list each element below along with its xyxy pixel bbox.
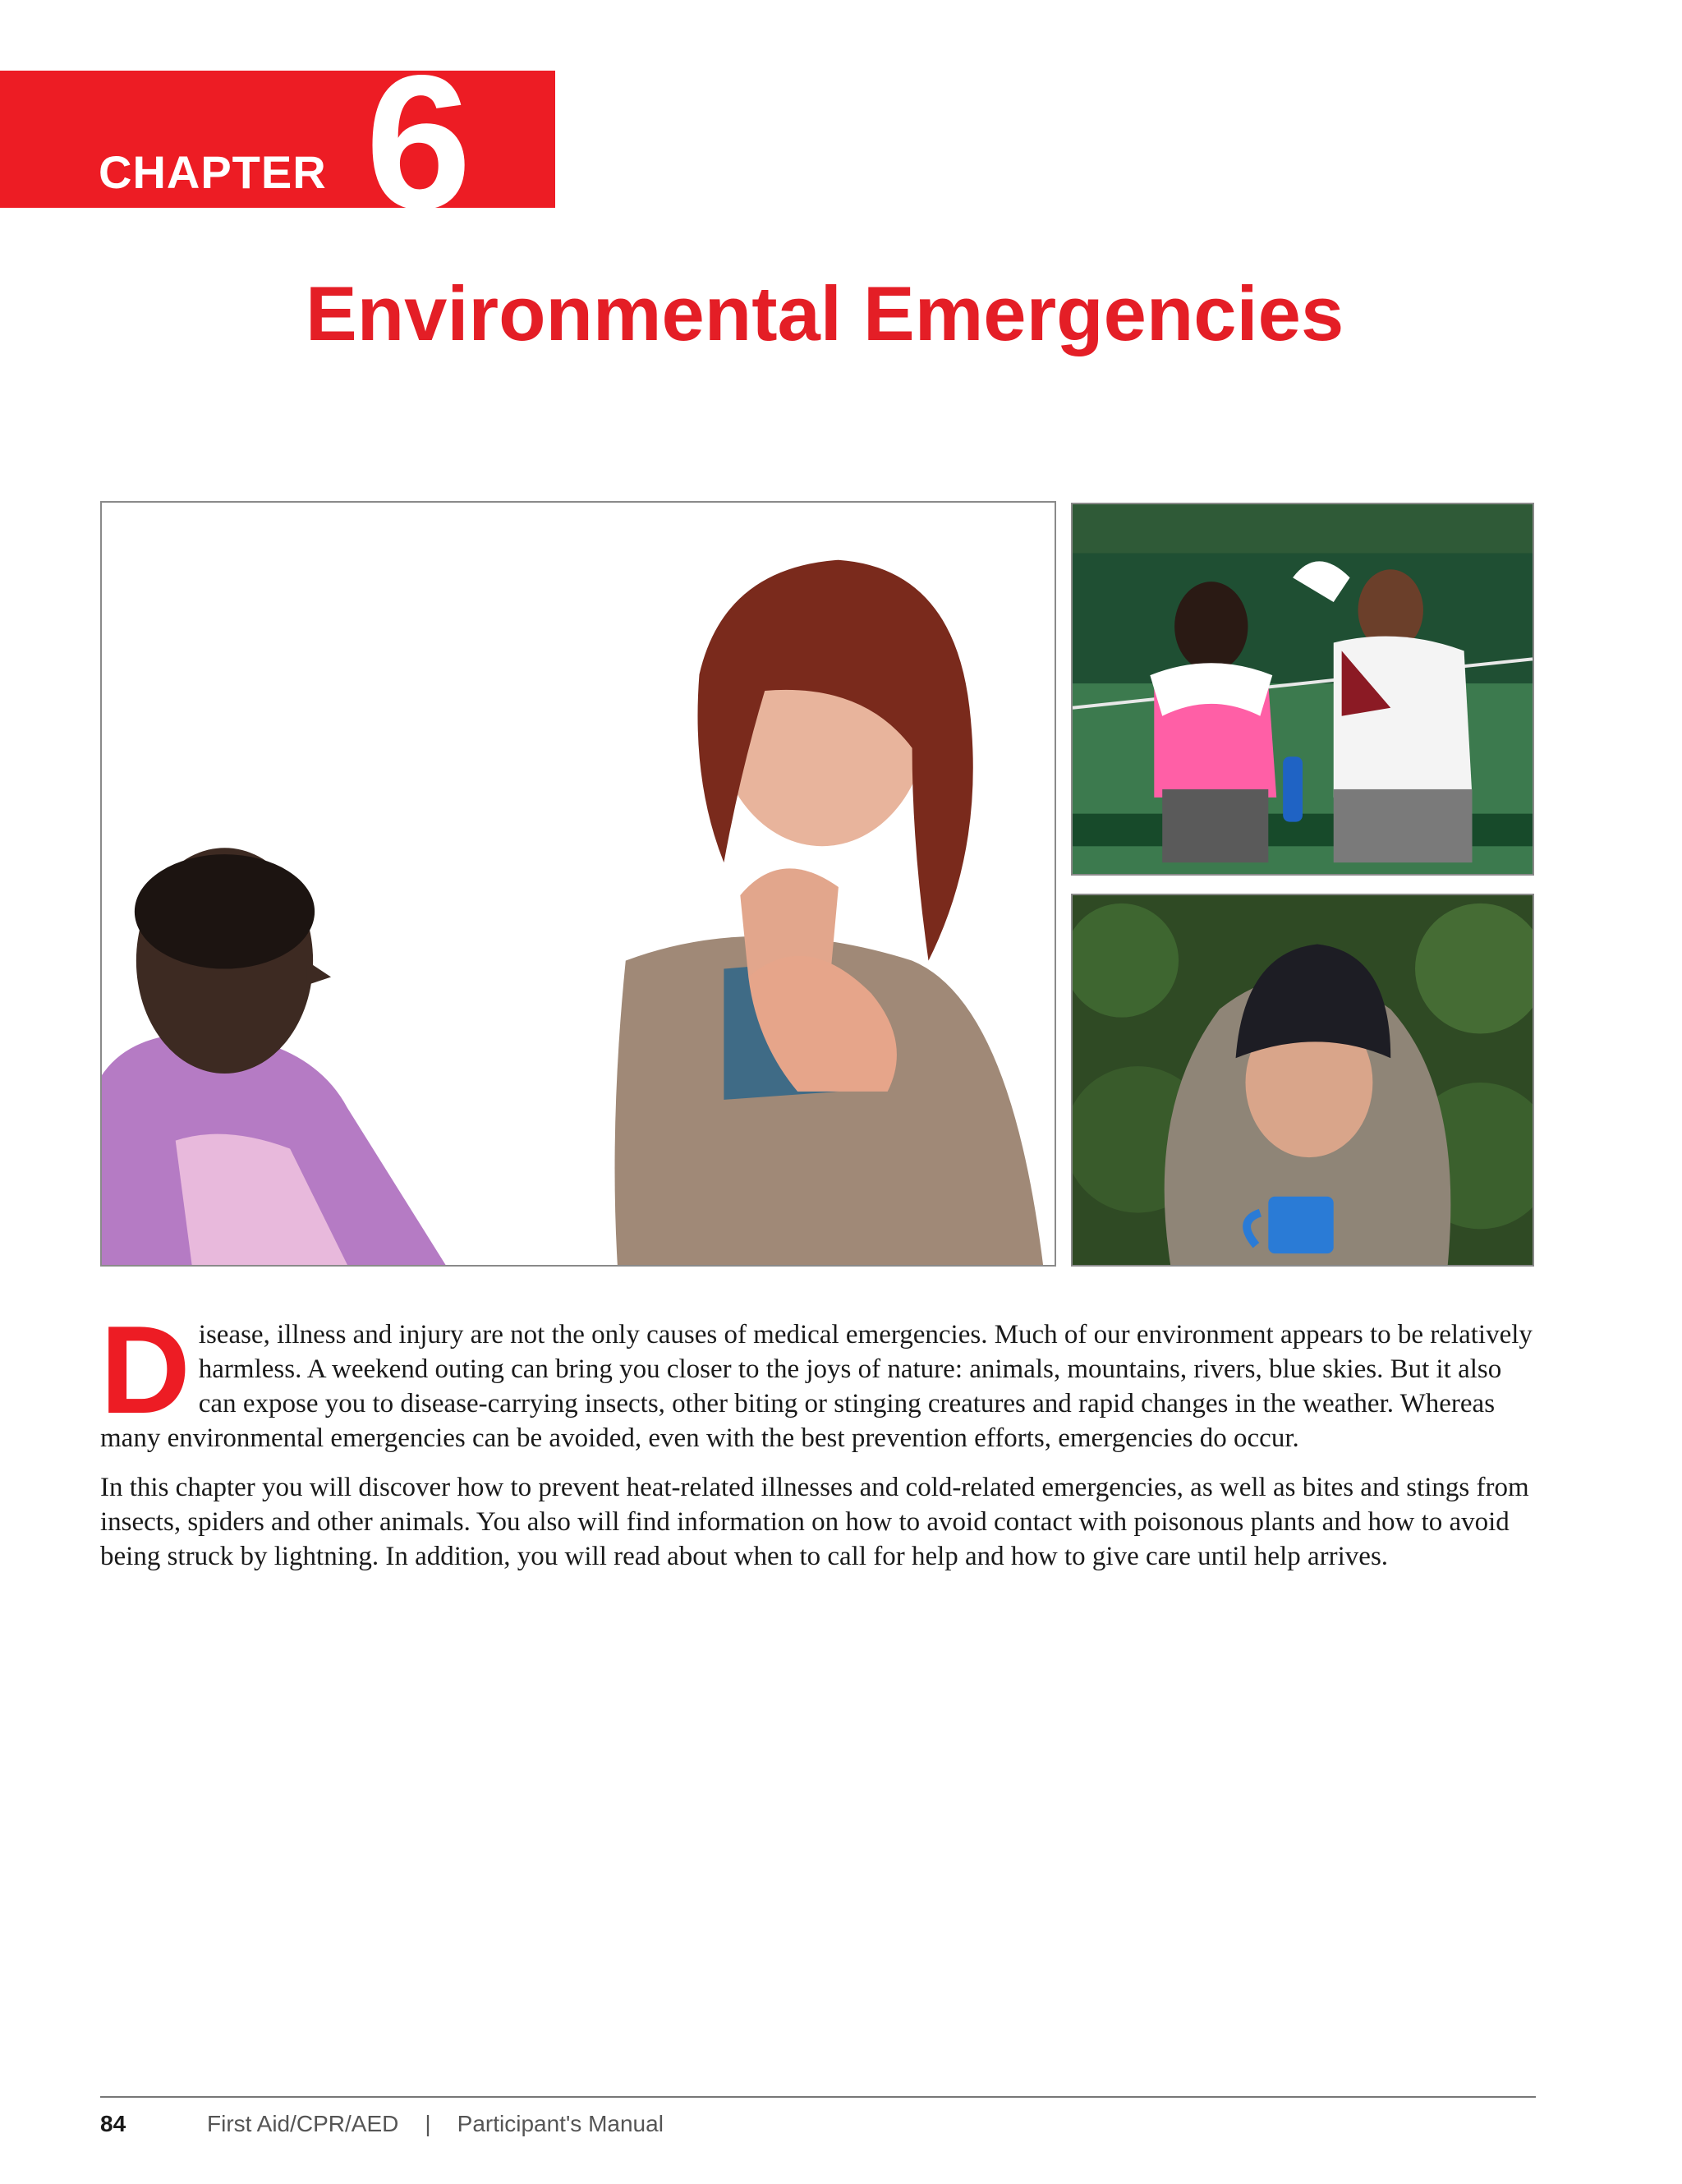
- chapter-intro: [100, 1300, 1536, 1589]
- page-number: 84: [100, 2111, 126, 2136]
- footer-book-title: First Aid/CPR/AED: [207, 2111, 399, 2136]
- footer-manual: Participant's Manual: [457, 2111, 664, 2136]
- photo-heat-illness: [1071, 503, 1534, 876]
- photo-cold-emergency: [1071, 894, 1534, 1267]
- chapter-title: Environmental Emergencies: [306, 270, 1344, 356]
- chapter-number: 6: [365, 36, 472, 249]
- tennis-court-cooling-illustration: [1073, 504, 1533, 874]
- drop-cap: D: [100, 1300, 191, 1440]
- woman-allergic-reaction-illustration: [102, 503, 1055, 1265]
- chapter-label: CHAPTER: [99, 146, 327, 198]
- intro-paragraph-1-text: isease, illness and injury are not the only causes of medical emergencies. Much of our environment appears to be relatively harmless. A weekend outing can bring you closer to the joys of nature: animals, mountains, rivers, blue skies. But it also can expose you to disease-carrying insects, other biting or stinging creatures and rapid changes in the weather. Whereas many environmental emergencies can be avoided, even with the best prevention efforts, emergencies do occur.: [100, 1320, 1533, 1453]
- person-in-blanket-illustration: [1073, 895, 1533, 1265]
- footer-separator: |: [425, 2111, 431, 2136]
- footer-rule: [100, 2096, 1536, 2098]
- page-footer: [100, 2113, 664, 2136]
- intro-paragraph-1: [100, 1300, 1536, 1455]
- intro-paragraph-2: In this chapter you will discover how to prevent heat-related illnesses and cold-related emergencies, as well as bites and stings from insects, spiders and other animals. You also will find information on how to avoid contact with poisonous plants and how to avoid being struck by lightning. In addition, you will read about when to call for help and how to give care until help arrives.: [100, 1473, 1529, 1571]
- photo-allergic-reaction: [100, 501, 1056, 1267]
